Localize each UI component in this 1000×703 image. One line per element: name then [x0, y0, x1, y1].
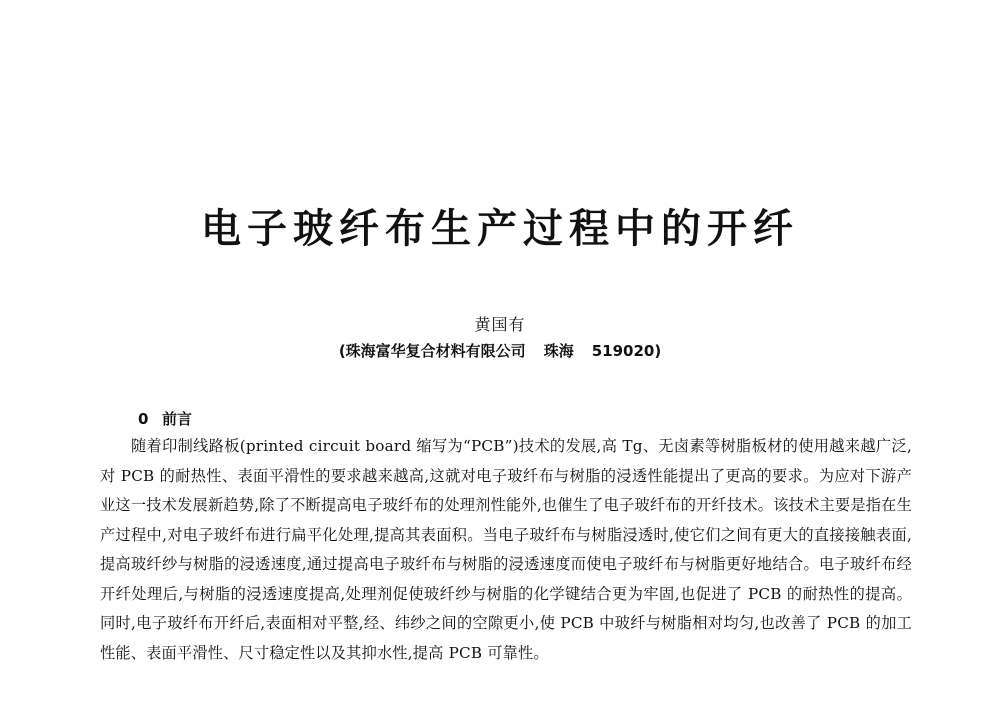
- section-number: 0: [138, 410, 149, 428]
- section-title: 前言: [162, 410, 193, 428]
- affiliation-postcode: 519020: [591, 342, 655, 360]
- section-heading: [138, 409, 192, 429]
- author-affiliation: [0, 341, 1000, 361]
- author-name: 黄国有: [474, 315, 526, 334]
- paper-title: 电子玻纤布生产过程中的开纤: [201, 206, 799, 252]
- affiliation-organization: 珠海富华复合材料有限公司: [345, 342, 526, 360]
- affiliation-close-paren: ): [654, 342, 662, 360]
- affiliation-open-paren: (: [338, 342, 346, 360]
- body-paragraph: 随着印制线路板(printed circuit board 缩写为“PCB”)技术的发展,高 Tg、无卤素等树脂板材的使用越来越广泛,对 PCB 的耐热性、表面平滑性的要求越来越高,这就对电子玻纤布与树脂的浸透性能提出了更高的要求。为应对下游产业这一技术发展新趋势,除了不断提高电子玻纤布的处理剂性能外,也催生了电子玻纤布的开纤技术。该技术主要是指在生产过程中,对电子玻纤布进行扁平化处理,提高其表面积。当电子玻纤布与树脂浸透时,使它们之间有更大的直接接触表面,提高玻纤纱与树脂的浸透速度,通过提高电子玻纤布与树脂的浸透速度而使电子玻纤布与树脂更好地结合。电子玻纤布经开纤处理后,与树脂的浸透速度提高,处理剂促使玻纤纱与树脂的化学键结合更为牢固,也促进了 PCB 的耐热性的提高。同时,电子玻纤布开纤后,表面相对平整,经、纬纱之间的空隙更小,使 PCB 中玻纤与树脂相对均匀,也改善了 PCB 的加工性能、表面平滑性、尺寸稳定性以及其抑水性,提高 PCB 可靠性。: [100, 437, 912, 662]
- affiliation-city: 珠海: [543, 342, 574, 360]
